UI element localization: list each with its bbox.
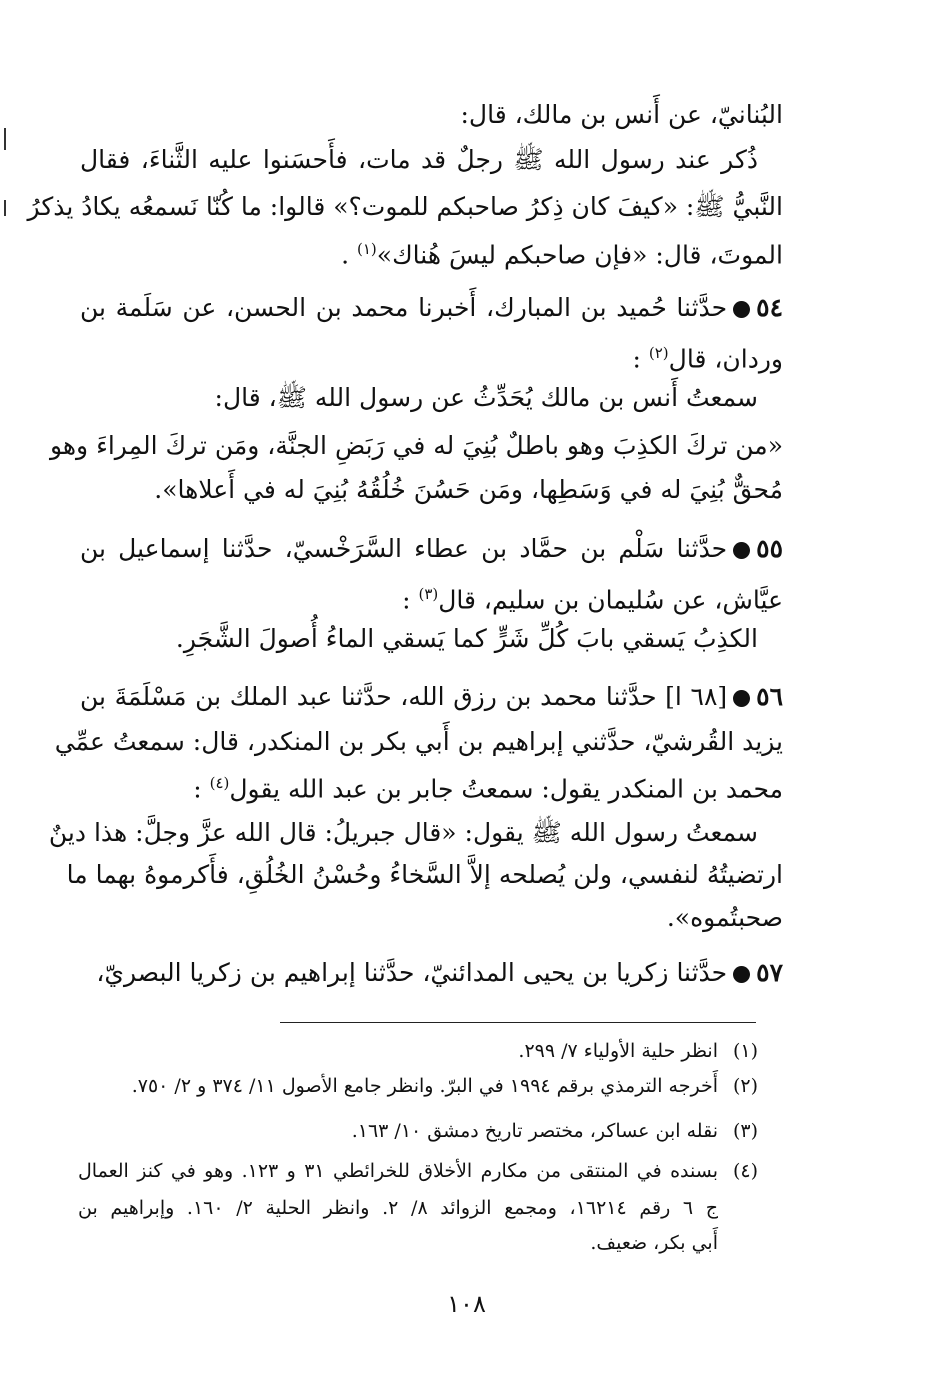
text-line: محمد بن المنكدر يقول: سمعتُ جابر بن عبد الله يقول$^{(٤)}$ : <box>193 774 783 804</box>
footnote-ref: (١) <box>357 240 377 258</box>
footnote <box>78 1073 758 1099</box>
text-line-content: وردان، قال <box>668 344 783 374</box>
text-line: الكذِبُ يَسقي بابَ كُلِّ شَرٍّ كما يَسقي الماءُ أُصولَ الشَّجَرِ. <box>175 624 758 653</box>
footnote-ref: (٢) <box>648 344 669 362</box>
footnote-ref: (٤) <box>209 774 230 792</box>
footnote-number: (٤) <box>732 1160 758 1182</box>
text-line: ذُكر عند رسول الله ﷺ رجلٌ قد مات، فأَحسَنوا عليه الثَّناءَ، فقال <box>80 145 758 174</box>
footnote-ref: (٣) <box>418 585 439 603</box>
text-line: عيَّاش، عن سُليمان بن سليم، قال$^{(٣)}$ : <box>402 585 783 615</box>
text-line: ارتضيتُهُ لنفسي، ولن يُصلحه إلاَّ السَّخاءُ وحُسْنُ الخُلُقِ، فأَكرموهُ بهما ما <box>66 860 783 889</box>
footnote-number: (٣) <box>732 1120 758 1142</box>
footnote <box>78 1038 758 1064</box>
text-line: صحبتُموه». <box>666 903 783 932</box>
footnote-number: (٢) <box>732 1075 758 1097</box>
bullet-icon <box>733 542 750 559</box>
bullet-icon <box>733 301 750 318</box>
scan-edge-mark <box>4 200 6 216</box>
text-line: يزيد القُرشيّ، حدَّثني إبراهيم بن أَبي بكر بن المنكدر، قال: سمعتُ عمِّي <box>54 727 783 756</box>
footnote-number: (١) <box>732 1040 758 1062</box>
page-number: ١٠٨ <box>447 1290 486 1318</box>
hadith-line-content: [٦٨ ا] حدَّثنا محمد بن رزق الله، حدَّثنا عبد الملك بن مَسْلَمَةَ بن <box>80 682 728 711</box>
hadith-line-content: حدَّثنا حُميد بن المبارك، أَخبرنا محمد بن الحسن، عن سَلَمة بن <box>80 293 728 322</box>
text-line: سمعتُ أَنس بن مالك يُحَدِّثُ عن رسول الله ﷺ، قال: <box>214 383 758 412</box>
text-line: سمعتُ رسول الله ﷺ يقول: «قال جبريلُ: قال الله عزَّ وجلَّ: هذا دينٌ <box>48 818 758 847</box>
footnote-text: بسنده في المنتقى من مكارم الأخلاق للخرائطي ٣١ و ١٢٣. وهو في كنز العمال <box>78 1160 718 1182</box>
hadith-line <box>80 534 783 564</box>
bullet-icon <box>733 690 750 707</box>
text-line: النَّبيُّ ﷺ: «كيفَ كان ذِكرُ صاحبكم للموت؟» قالوا: ما كُنّا نَسمعُه يكادُ يذكرُ <box>27 192 783 221</box>
bullet-icon <box>733 966 750 983</box>
text-line-content: عيَّاش، عن سُليمان بن سليم، قال <box>438 585 783 615</box>
footnote-text: نقله ابن عساكر، مختصر تاريخ دمشق ١٠/ ١٦٣. <box>351 1120 718 1142</box>
footnote-continuation: أَبي بكر، ضعيف. <box>590 1232 718 1254</box>
text-line: «من تركَ الكذِبَ وهو باطلٌ بُنِيَ له في رَبَضِ الجنَّة، ومَن تركَ المِراءَ وهو <box>49 431 783 460</box>
hadith-number: ٥٦ <box>756 682 783 711</box>
footnote-text: انظر حلية الأولياء ٧/ ٢٩٩. <box>518 1040 718 1062</box>
scan-edge-mark <box>4 128 6 150</box>
hadith-line-content: حدَّثنا سَلْم بن حمَّاد بن عطاء السَّرَخْسيّ، حدَّثنا إسماعيل بن <box>80 534 728 563</box>
footnote-continuation: ج ٦ رقم ١٦٢١٤، ومجمع الزوائد ٨/ ٢. وانظر الحلية ٢/ ١٦٠. وإبراهيم بن <box>78 1197 719 1219</box>
footnote-text: أَخرجه الترمذي برقم ١٩٩٤ في البرّ. وانظر جامع الأصول ١١/ ٣٧٤ و ٢/ ٧٥٠. <box>131 1075 718 1097</box>
text-line: وردان، قال$^{(٢)}$ : <box>632 344 783 374</box>
hadith-line <box>80 958 783 988</box>
hadith-line <box>80 682 783 712</box>
hadith-line <box>80 293 783 323</box>
hadith-number: ٥٧ <box>756 958 783 987</box>
text-line-content: محمد بن المنكدر يقول: سمعتُ جابر بن عبد الله يقول <box>229 774 783 804</box>
text-line: البُنانيّ، عن أَنس بن مالك، قال: <box>460 100 783 129</box>
footnote-divider <box>280 1022 756 1023</box>
text-line: الموتَ، قال: «فإن صاحبكم ليسَ هُناك»$^{(١)}$ . <box>341 240 783 270</box>
text-line-content: الموتَ، قال: «فإن صاحبكم ليسَ هُناك» <box>376 240 783 270</box>
hadith-line-content: حدَّثنا زكريا بن يحيى المدائنيّ، حدَّثنا إبراهيم بن زكريا البصريّ، <box>96 958 728 987</box>
footnote <box>78 1158 758 1184</box>
text-line: مُحقٌّ بُنِيَ له في وَسَطِها، ومَن حَسُنَ خُلُقُهُ بُنِيَ له في أَعلاها». <box>154 475 783 504</box>
footnote <box>78 1118 758 1144</box>
hadith-number: ٥٤ <box>756 293 783 322</box>
hadith-number: ٥٥ <box>756 534 783 563</box>
